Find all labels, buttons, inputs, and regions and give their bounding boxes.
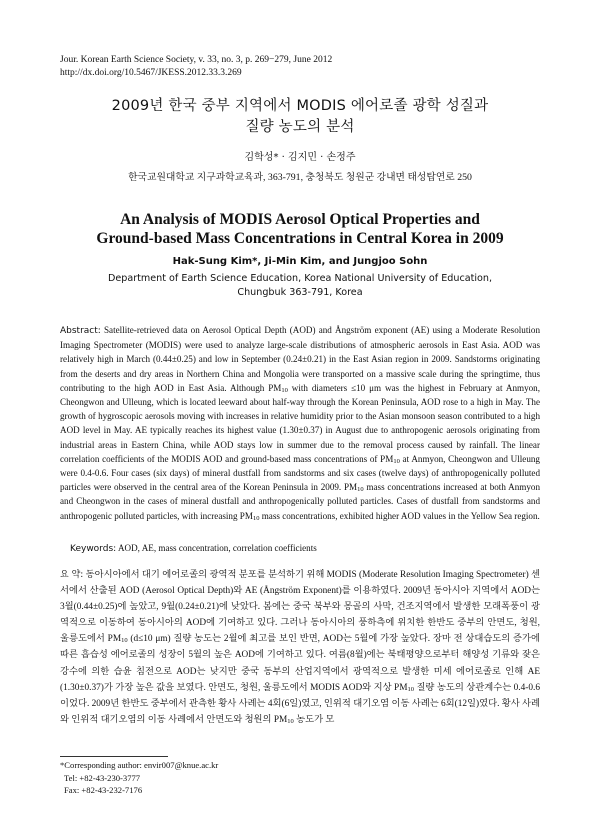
abstract-text-5: mass concentrations, exhibited higher AOD values in the Yellow Sea region. bbox=[259, 510, 540, 521]
summary-label: 요 약: bbox=[60, 570, 84, 580]
keywords bbox=[70, 543, 317, 554]
abstract-text-3: at Anmyon, Cheongwon and Ulleung were 0.4-0.6. Four cases (six days) of mineral dustfall from sandstorms and six cases (twelve days) of anthropogenically polluted particles were observed in the central area of the Korean Peninsula in 2009. PM bbox=[60, 453, 540, 493]
korean-affiliation: 한국교원대학교 지구과학교육과, 363-791, 충청북도 청원군 강내면 태성탑연로 250 bbox=[128, 172, 472, 183]
pm10-subscript: 10 bbox=[121, 637, 128, 645]
pm10-subscript: 10 bbox=[281, 386, 288, 394]
corresponding-author: *Corresponding author: envir007@knue.ac.kr bbox=[60, 760, 219, 770]
abstract bbox=[60, 323, 540, 523]
pm10-subscript: 10 bbox=[252, 514, 260, 522]
korean-title-line1: 2009년 한국 중부 지역에서 MODIS 에어로졸 광학 성질과 bbox=[111, 98, 489, 114]
korean-title bbox=[40, 96, 560, 138]
english-title-line1: An Analysis of MODIS Aerosol Optical Properties and bbox=[120, 211, 480, 228]
footnote bbox=[60, 759, 218, 797]
pm10-subscript: 10 bbox=[357, 486, 364, 494]
summary-text-2: (d≤10 μm) 질량 농도는 2월에 최고를 보인 반면, AOD는 5월에 가장 높았다. 장마 전 상대습도의 증가에 따른 흡습성 에어로졸의 성장이 5월의 높은 AOD에 기여하고 있다. 여름(8월)에는 북태평양으로부터 해양성 기류와 잦은 강수에 의한 습윤 침전으로 AOD는 낮지만 중국 동부의 산업지역에서 광역적으로 발생한 미세 에어로졸로 인해 AE (1.30±0.37)가 가장 높은 값을 보였다. 안면도, 청원, 울릉도에서 MODIS AOD와 지상 PM bbox=[60, 634, 540, 693]
english-affiliation-line2: Chungbuk 363-791, Korea bbox=[237, 287, 363, 298]
pm10-subscript: 10 bbox=[393, 457, 400, 465]
pm10-subscript: 10 bbox=[407, 685, 414, 693]
english-affiliation-line1: Department of Earth Science Education, Korea National University of Education, bbox=[107, 273, 493, 284]
english-affiliation bbox=[40, 272, 560, 300]
keywords-text: AOD, AE, mass concentration, correlation coefficients bbox=[117, 543, 317, 553]
footnote-divider bbox=[60, 756, 168, 757]
journal-doi: http://dx.doi.org/10.5467/JKESS.2012.33.3.269 bbox=[60, 68, 242, 78]
fax: Fax: +82-43-232-7176 bbox=[64, 785, 143, 795]
english-title bbox=[40, 210, 560, 248]
telephone: Tel: +82-43-230-3777 bbox=[64, 772, 141, 783]
journal-citation: Jour. Korean Earth Science Society, v. 33, no. 3, p. 269−279, June 2012 bbox=[60, 55, 333, 65]
korean-authors: 김학성* · 김지민 · 손정주 bbox=[244, 152, 356, 163]
english-title-line2: Ground-based Mass Concentrations in Central Korea in 2009 bbox=[96, 230, 504, 247]
abstract-text-2: with diameters ≤10 μm was the highest in February at Anmyon, Cheongwon and Ulleung, which is located leeward about half-way through the Korean Peninsula, AOD rose to a high in May. The growth of hygroscopic aerosols moving with increases in relative humidity prior to the Asian monsoon season contributed to a high AOD level in May. AE typically reaches its highest value (1.30±0.37) in August due to anthropogenic aerosols originating from industrial areas in Eastern China, while AOD stays low in summer due to the removal process caused by rainfall. The linear correlation coefficients of the MODIS AOD and ground-based mass concentrations of PM bbox=[60, 382, 540, 464]
summary-text-1: 동아시아에서 대기 에어로졸의 광역적 분포를 분석하기 위해 MODIS (Moderate Resolution Imaging Spectrometer) 센서에서 산출된 AOD (Aerosol Optical Depth)와 AE (Ångström Exponent)를 이용하였다. 2009년 동아시아 지역에서 AOD는 3월(0.44±0.25)에 높았고, 9월(0.24±0.21)에 낮았다. 봄에는 중국 북부와 몽골의 사막, 건조지역에서 발생한 모래폭풍이 광역적으로 이동하여 동아시아의 AOD에 기여하고 있다. 그러나 동아시아의 풍하측에 위치한 한반도 중부의 안면도, 청원, 울릉도에서 PM bbox=[60, 570, 541, 645]
keywords-label: Keywords: bbox=[70, 544, 117, 554]
pm10-subscript: 10 bbox=[287, 717, 294, 725]
abstract-label: Abstract: bbox=[60, 326, 101, 336]
korean-summary bbox=[60, 567, 540, 728]
journal-header bbox=[60, 54, 332, 80]
abstract-text-1: Satellite-retrieved data on Aerosol Optical Depth (AOD) and Ångström exponent (AE) using a Moderate Resolution Imaging Spectrometer (MODIS) were used to analyze large-scale distributions of atmospheric aerosols in East Asia. AOD was relatively high in March (0.44±0.25) and low in September (0.24±0.21) in the East Asian region in 2009. Sandstorms originating from the deserts and dry areas in Northern China and Mongolia were transported on a massive scale during the springtime, thus contributing to the high AOD in East Asia. Although PM bbox=[60, 325, 540, 393]
summary-text-3: 질량 농도의 상관계수는 0.4-0.6이었다. 2009년 한반도 중부에서 관측한 황사 사례는 4회(6일)였고, 인위적 대기오염 이동 사례는 6회(12일)였다. 황사 사례와 인위적 대기오염의 이동 사례에서 안면도와 청원의 PM bbox=[60, 682, 540, 725]
english-authors: Hak-Sung Kim*, Ji-Min Kim, and Jungjoo Sohn bbox=[172, 256, 428, 267]
korean-title-line2: 질량 농도의 분석 bbox=[245, 119, 355, 135]
summary-text-4: 농도가 모 bbox=[293, 714, 335, 725]
abstract-text-4: mass concentrations increased at both Anmyon and Cheongwon in the cases of mineral dustfall and anthropogenically polluted particles. Cases of dustfall from sandstorms and anthropogenic polluted particles, with increasing PM bbox=[60, 482, 540, 521]
